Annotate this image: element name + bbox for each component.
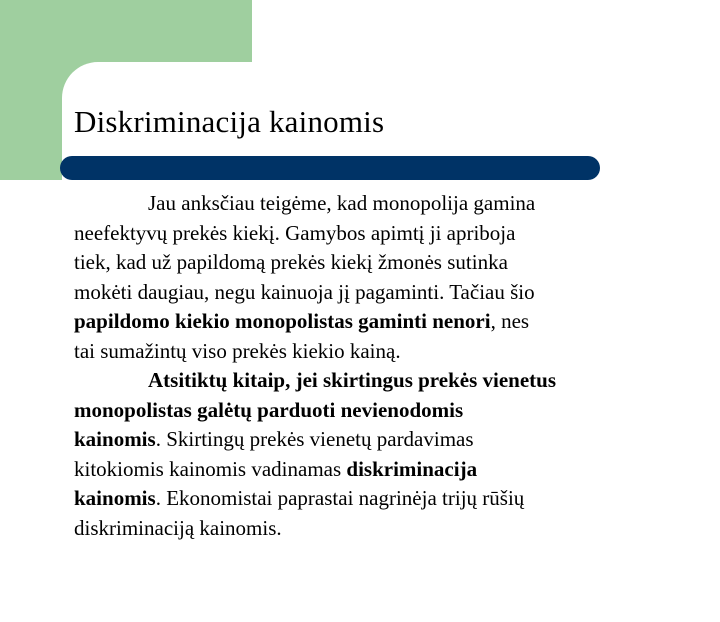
text-segment: . Skirtingų prekės vienetų pardavimas [155, 427, 474, 451]
text-segment: . Ekonomistai paprastai nagrinėja trijų rūšių [155, 486, 525, 510]
text-segment: , nes [490, 309, 530, 333]
slide-body [74, 189, 654, 543]
title-underline-bar [60, 156, 600, 180]
emphasis-text: kainomis [74, 427, 156, 451]
paragraph-2-line-4 [74, 455, 654, 485]
emphasis-text: diskriminacija [346, 456, 478, 481]
paragraph-1-line-2: neefektyvų prekės kiekį. Gamybos apimtį ji apriboja [74, 220, 516, 245]
paragraph-2-line-6: diskriminaciją kainomis. [74, 515, 282, 540]
text-segment: kitokiomis kainomis vadinamas [74, 456, 347, 481]
paragraph-1-line-6: tai sumažintų viso prekės kiekio kainą. [74, 338, 401, 363]
paragraph-2-line-5 [74, 484, 654, 514]
emphasis-text: monopolistas galėtų parduoti nevienodomis [74, 397, 464, 422]
paragraph-2-line-1 [74, 366, 654, 396]
paragraph-1-line-3: tiek, kad už papildomą prekės kiekį žmonės sutinka [74, 250, 508, 274]
paragraph-2-line-3 [74, 425, 654, 455]
paragraph-1-line-5 [74, 307, 654, 337]
emphasis-text: papildomo kiekio monopolistas gaminti nenori [74, 309, 491, 333]
paragraph-2-line-2 [74, 396, 654, 426]
emphasis-text: kainomis [74, 486, 156, 510]
paragraph-1-line-4: mokėti daugiau, negu kainuoja jį pagaminti. Tačiau šio [74, 279, 535, 304]
slide-title: Diskriminacija kainomis [74, 104, 385, 139]
emphasis-text: Atsitiktų kitaip, jei skirtingus prekės vienetus [148, 368, 556, 392]
paragraph-1-line-1: Jau anksčiau teigėme, kad monopolija gamina [148, 191, 536, 215]
